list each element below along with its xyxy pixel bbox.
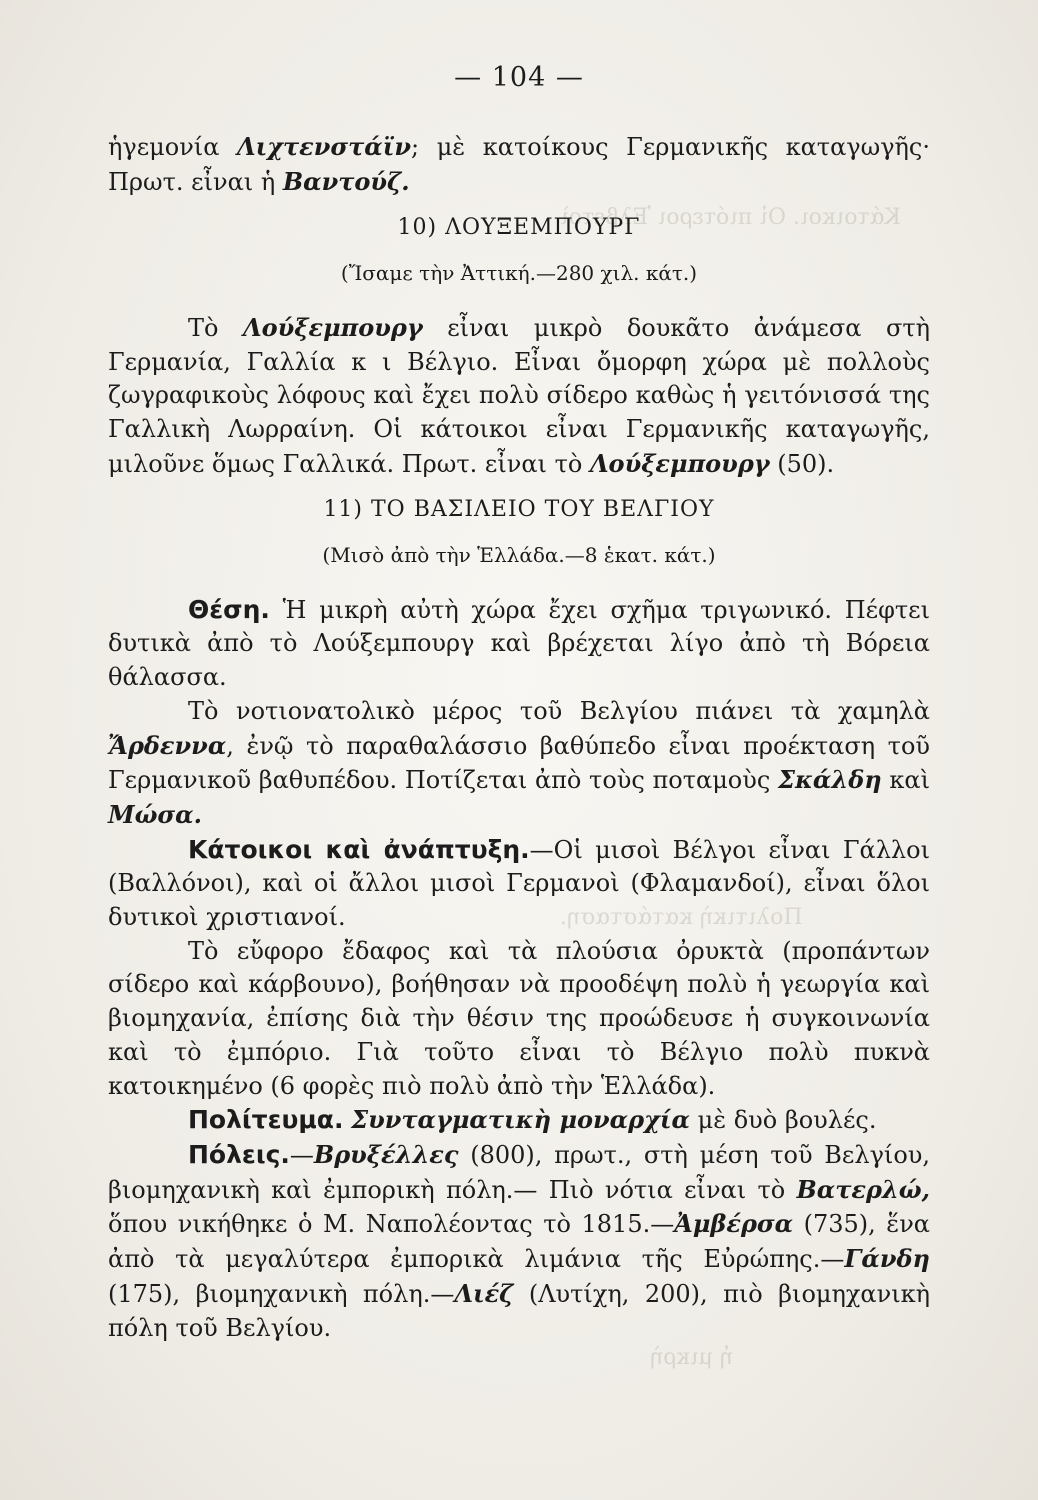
- text-run: καὶ: [881, 766, 930, 795]
- text-run: (Λυτίχη, 200), πιὸ βιομηχανικὴ πόλη τοῦ Βελγίου.: [108, 1279, 931, 1342]
- emphasized-term: Λούξεμπουργ: [589, 448, 770, 478]
- paragraph-liechtenstein: [108, 130, 930, 199]
- emphasized-term: Βατερλώ,: [796, 1174, 930, 1204]
- text-run: Ἡ μικρὴ αὐτὴ χώρα ἔχει σχῆμα τριγωνικό. Πέφτει δυτικὰ ἀπὸ τὸ Λούξεμπουργ καὶ βρέχεται λίγο ἀπὸ τὴ Βόρεια θάλασσα.: [108, 595, 930, 692]
- paragraph-economy: [108, 935, 930, 1104]
- bleed-through-text: Κάτοικοι. Οἱ πιότεροι Ἑλβετοὶ: [560, 205, 901, 230]
- paragraph-luxembourg: [108, 311, 930, 482]
- emphasized-term: Λιέζ: [454, 1278, 514, 1308]
- paragraph-ardennes: [108, 695, 930, 833]
- section-label: Πολίτευμα.: [188, 1105, 344, 1135]
- emphasized-term: Βρυξέλλες: [313, 1139, 459, 1169]
- paragraph-inhabitants: [108, 833, 930, 935]
- text-run: —Οἱ μισοὶ Βέλγοι εἶναι Γάλλοι (Βαλλόνοι), καὶ οἱ ἄλλοι μισοὶ Γερμανοὶ (Φλαμανδοί), εἶναι ὅλοι δυτικοὶ χριστιανοί.: [108, 835, 930, 932]
- page-number: — 104 —: [454, 62, 584, 93]
- text-run: ἡγεμονία: [108, 133, 238, 161]
- emphasized-term: Ἀμβέρσα: [674, 1209, 794, 1239]
- text-run: μὲ δυὸ βουλές.: [689, 1106, 877, 1135]
- emphasized-term: Μώσα.: [108, 799, 202, 829]
- text-run: [343, 1106, 351, 1134]
- text-run: Τὸ νοτιονατολικὸ μέρος τοῦ Βελγίου πιάνει τὰ χαμηλὰ: [188, 696, 930, 725]
- text-run: Τὸ: [188, 313, 243, 342]
- paragraph-position: [108, 593, 930, 695]
- text-run: (175), βιομηχανικὴ πόλη.—: [108, 1279, 455, 1308]
- emphasized-term: Γάνδη: [844, 1244, 930, 1274]
- emphasized-term: Συνταγματικὴ μοναρχία: [351, 1105, 690, 1135]
- section-label: Θέση.: [188, 594, 270, 624]
- text-run: ; μὲ κατοίκους Γερμανικῆς καταγωγῆς· Πρωτ. εἶναι ἡ: [108, 133, 930, 196]
- section-heading-luxembourg: 10) ΛΟΥΞΕΜΠΟΥΡΓ: [397, 215, 641, 241]
- text-run: —: [289, 1140, 314, 1169]
- section-subtitle-luxembourg: (Ἴσαμε τὴν Ἀττική.—280 χιλ. κάτ.): [340, 261, 698, 286]
- text-run: (50).: [769, 449, 835, 478]
- text-run: (800), πρωτ., στὴ μέση τοῦ Βελγίου, βιομηχανικὴ καὶ ἐμπορικὴ πόλη.— Πιὸ νότια εἶναι τὸ: [108, 1140, 930, 1204]
- section-heading-belgium: 11) ΤΟ ΒΑΣΙΛΕΙΟ ΤΟΥ ΒΕΛΓΙΟΥ: [323, 497, 715, 523]
- section-label: Κάτοικοι καὶ ἀνάπτυξη.: [188, 834, 530, 864]
- text-body: [108, 130, 930, 1345]
- paragraph-cities: [108, 1138, 930, 1345]
- text-run: , ἐνῷ τὸ παραθαλάσσιο βαθύπεδο εἶναι προέκταση τοῦ Γερμανικοῦ βαθυπέδου. Ποτίζεται ἀπὸ τοὺς ποταμοὺς: [108, 731, 930, 795]
- section-label: Πόλεις.: [188, 1139, 290, 1169]
- emphasized-term: Βαντούζ.: [282, 166, 410, 196]
- bleed-through-text: ἡ μικρὴ: [650, 1345, 733, 1370]
- emphasized-term: Λιχτενστάϊν: [237, 132, 412, 161]
- text-run: εἶναι μικρὸ δουκᾶτο ἀνάμεσα στὴ Γερμανία, Γαλλία κ ι Βέλγιο. Εἶναι ὄμορφη χώρα μὲ πολλοὺς ζωγραφικοὺς λόφους καὶ ἔχει πολὺ σίδερο καθὼς ἡ γειτόνισσά της Γαλλικὴ Λωρραίνη. Οἱ κάτοικοι εἶναι Γερμανικῆς καταγωγῆς, μιλοῦνε ὅμως Γαλλικά. Πρωτ. εἶναι τὸ: [108, 313, 930, 478]
- emphasized-term: Λούξεμπουργ: [242, 312, 423, 342]
- emphasized-term: Ἄρδεννα: [108, 730, 227, 760]
- bleed-through-text: Πολιτικὴ κατάσταση.: [560, 905, 803, 930]
- text-run: (735), ἕνα ἀπὸ τὰ μεγαλύτερα ἐμπορικὰ λιμάνια τῆς Εὐρώπης.—: [108, 1210, 930, 1274]
- text-run: Τὸ εὔφορο ἔδαφος καὶ τὰ πλούσια ὀρυκτὰ (προπάντων σίδερο καὶ κάρβουνο), βοήθησαν νὰ προοδέψη πολὺ ἡ γεωργία καὶ βιομηχανία, ἐπίσης διὰ τὴν θέσιν της προώδευσε ἡ συγκοινωνία καὶ τὸ ἐμπόριο. Γιὰ τοῦτο εἶναι τὸ Βέλγιο πολὺ πυκνὰ κατοικημένο (6 φορὲς πιὸ πολὺ ἀπὸ τὴν Ἑλλάδα).: [108, 936, 930, 1100]
- text-run: ὅπου νικήθηκε ὁ Μ. Ναπολέοντας τὸ 1815.—: [108, 1210, 675, 1239]
- section-subtitle-belgium: (Μισὸ ἀπὸ τὴν Ἑλλάδα.—8 ἑκατ. κάτ.): [322, 543, 716, 568]
- paragraph-government: [108, 1103, 930, 1138]
- emphasized-term: Σκάλδη: [777, 765, 882, 795]
